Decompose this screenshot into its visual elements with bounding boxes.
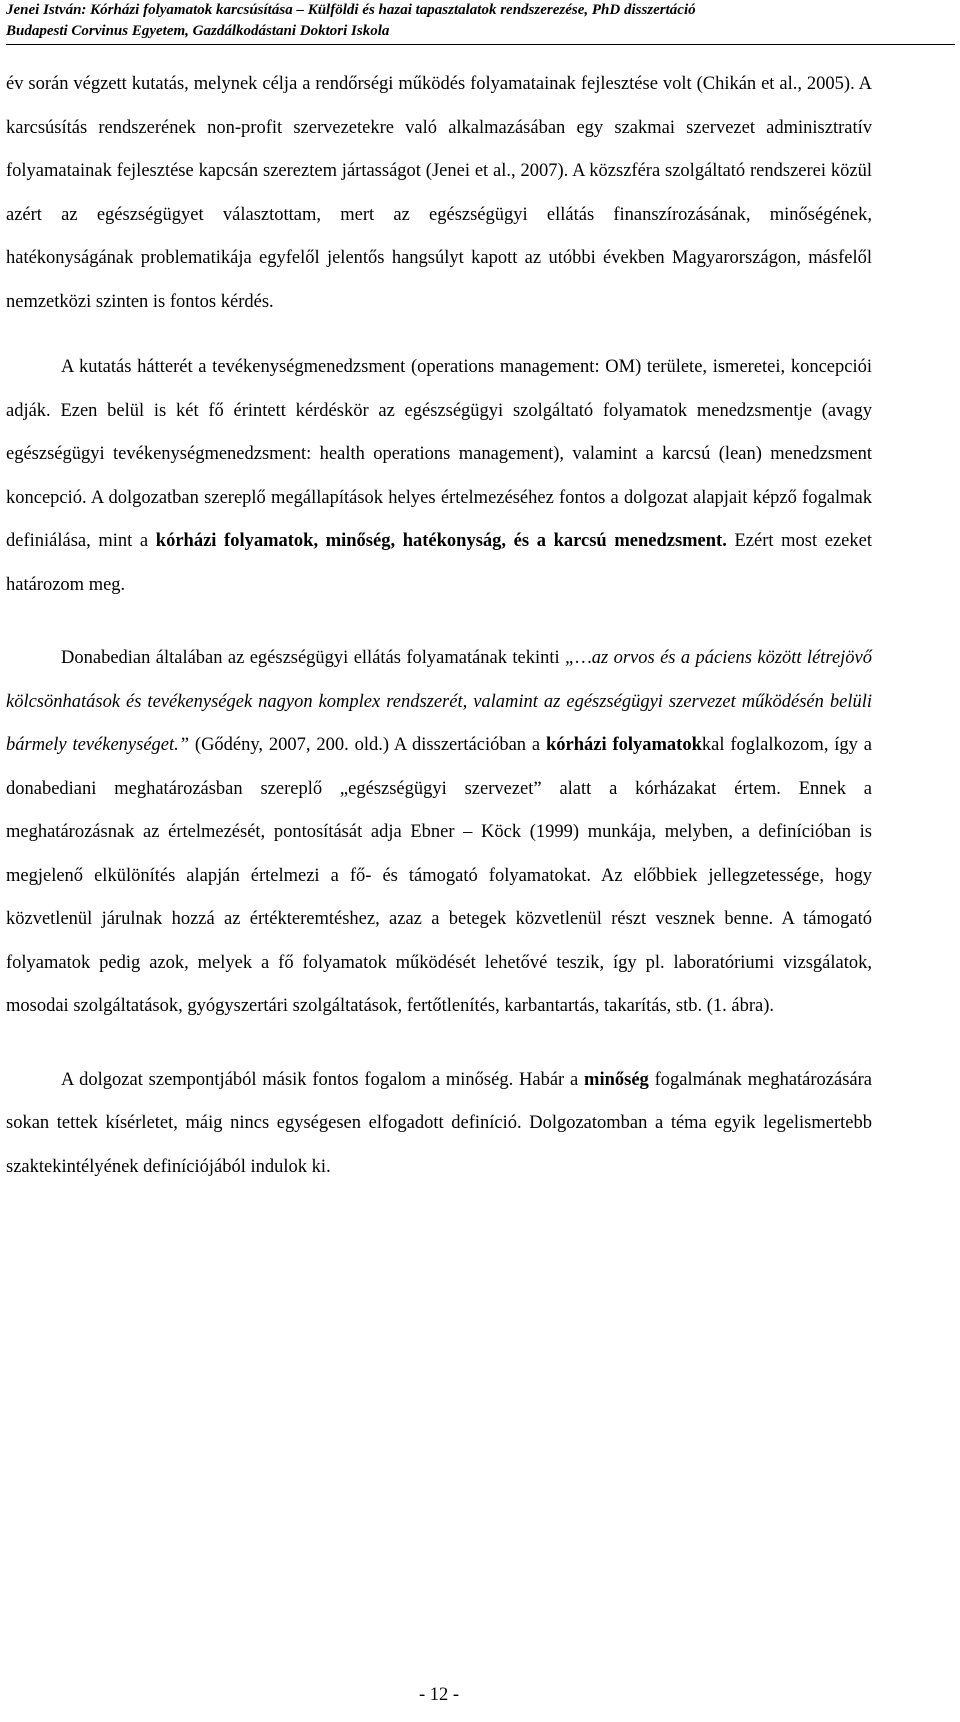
paragraph-text: Ezért most ezeket határozom meg. bbox=[6, 531, 872, 595]
document-body bbox=[6, 63, 872, 1189]
paragraph-text: A kutatás hátterét a tevékenységmenedzsment (operations management: OM) területe, ismeretei, koncepciói adják. Ezen belül is két fő érintett kérdéskör az egészségügyi szolgáltató folyamatok menedzsmentje (avagy egészségügyi tevékenységmenedzsment: health operations management), valamint a karcsú (lean) menedzsment koncepció. A dolgozatban szereplő megállapítások helyes értelmezéséhez fontos a dolgozat alapjait képző fogalmak definiálása, mint a bbox=[6, 357, 872, 551]
page-number: - 12 - bbox=[418, 1685, 460, 1705]
paragraph-continuation bbox=[6, 63, 872, 324]
italic-quotation: „…az orvos és a páciens között létrejövő kölcsönhatások és tevékenységek nagyon komplex rendszerét, valamint az egészségügyi szervezet működésén belüli bármely tevékenységet.” bbox=[6, 648, 873, 755]
header-institution-line: Budapesti Corvinus Egyetem, Gazdálkodástani Doktori Iskola bbox=[6, 23, 390, 39]
paragraph-hospital-processes bbox=[6, 637, 872, 1029]
paragraph-text: Donabedian általában az egészségügyi ellátás folyamatának tekinti bbox=[61, 648, 566, 668]
header-title-line: Jenei István: Kórházi folyamatok karcsúsítása – Külföldi és hazai tapasztalatok rendszerezése, PhD disszertáció bbox=[6, 2, 696, 18]
paragraph-text: kal foglalkozom, így a donabediani meghatározásban szereplő „egészségügyi szervezet” alatt a kórházakat értem. Ennek a meghatározásnak az értelmezését, pontosítását adja Ebner – Köck (1999) munkája, melyben, a definícióban is megjelenő elkülönítés alapján értelmezi a fő- és támogató folyamatokat. Az előbbiek jellegzetessége, hogy közvetlenül járulnak hozzá az értékteremtéshez, azaz a betegek közvetlenül részt vesznek benne. A támogató folyamatok pedig azok, melyek a fő folyamatok működését lehetővé teszik, így pl. laboratóriumi vizsgálatok, mosodai szolgáltatások, gyógyszertári szolgáltatások, fertőtlenítés, karbantartás, takarítás, stb. (1. ábra). bbox=[6, 735, 872, 1016]
bold-term-quality: minőség bbox=[584, 1069, 649, 1090]
header-divider bbox=[6, 44, 955, 45]
paragraph-text: fogalmának meghatározására sokan tettek kísérletet, máig nincs egységesen elfogadott definíció. Dolgozatomban a téma egyik legelismertebb szaktekintélyének definíciójából indulok ki. bbox=[6, 1069, 872, 1177]
paragraph-text: A dolgozat szempontjából másik fontos fogalom a minőség. Habár a bbox=[61, 1069, 585, 1090]
bold-key-terms: kórházi folyamatok, minőség, hatékonyság, és a karcsú menedzsment. bbox=[155, 531, 727, 551]
bold-term-hospital-processes: kórházi folyamatok bbox=[545, 735, 702, 755]
paragraph-research-background bbox=[6, 346, 872, 607]
paragraph-text: (Gődény, 2007, 200. old.) A disszertációban a bbox=[189, 735, 546, 755]
paragraph-text: év során végzett kutatás, melynek célja a rendőrségi működés folyamatainak fejlesztése volt (Chikán et al., 2005). A karcsúsítás rendszerének non-profit szervezetekre való alkalmazásában egy szakmai szervezet adminisztratív folyamatainak fejlesztése kapcsán szereztem jártasságot (Jenei et al., 2007). A közszféra szolgáltató rendszerei közül azért az egészségügyet választottam, mert az egészségügyi ellátás finanszírozásának, minőségének, hatékonyságának problematikája egyfelől jelentős hangsúlyt kapott az utóbbi években Magyarországon, másfelől nemzetközi szinten is fontos kérdés. bbox=[6, 74, 872, 312]
running-header bbox=[6, 0, 946, 42]
paragraph-quality bbox=[6, 1059, 872, 1190]
